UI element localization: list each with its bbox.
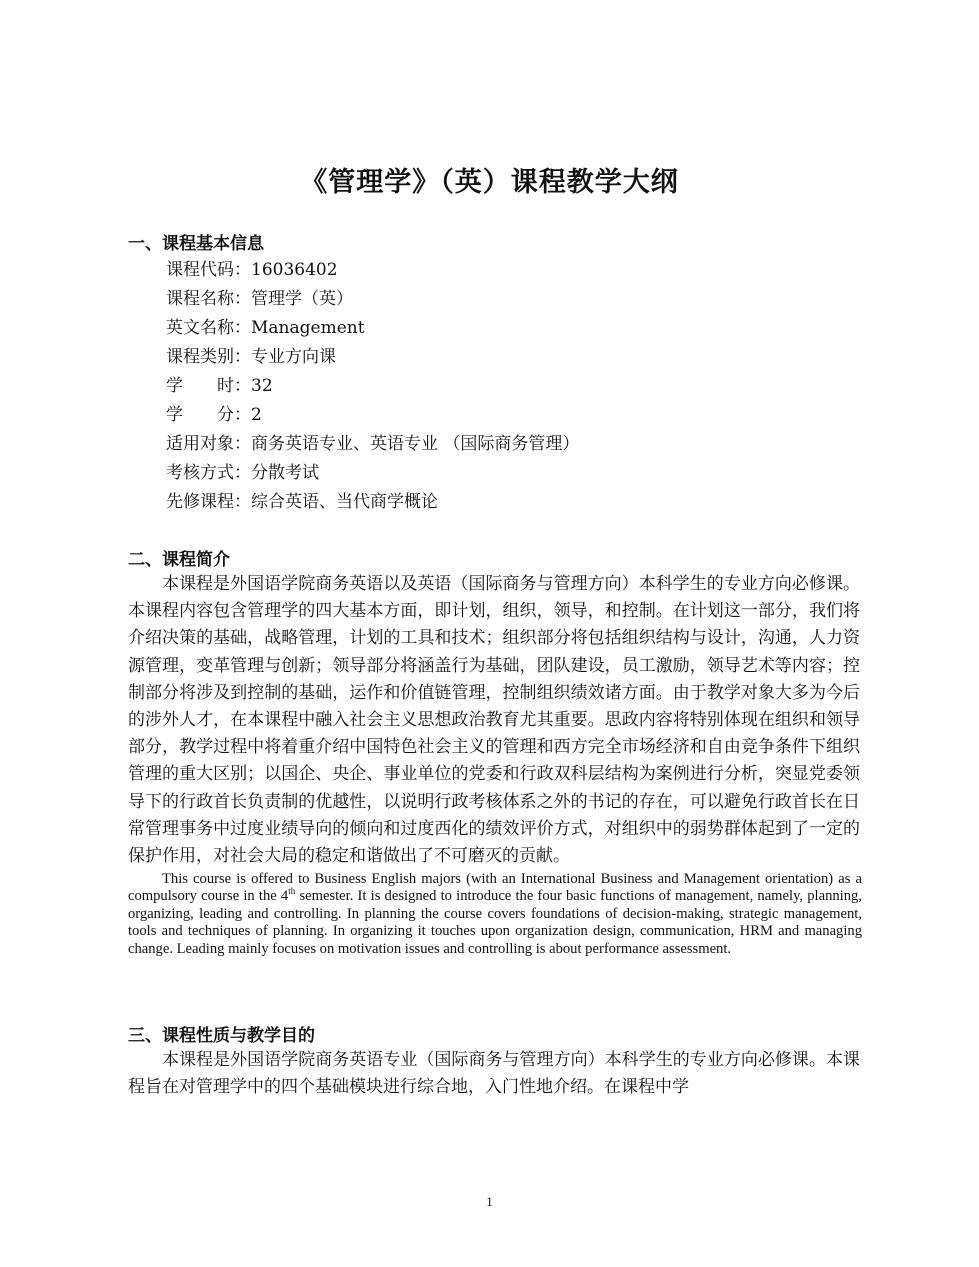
info-item-hours — [166, 372, 579, 401]
section-heading-nature: 三、课程性质与教学目的 — [128, 1026, 315, 1046]
ordinal-suffix: th — [288, 886, 296, 897]
info-label: 课程名称： — [166, 289, 251, 309]
info-value: 2 — [251, 405, 262, 425]
section-heading-intro: 二、课程简介 — [128, 550, 230, 570]
info-value: 16036402 — [251, 260, 338, 280]
section-heading-basic-info: 一、课程基本信息 — [128, 234, 264, 254]
info-item-course-name — [166, 285, 579, 314]
intro-english-text-end: semester. It is designed to introduce the four basic functions of management, namely, planning, organizing, leading and controlling. In planning the course covers foundations of decision-making, strategic management, tools and techniques of planning. In organizing it touches upon organization design, communication, HRM and managing change. Leading mainly focuses on motivation issues and controlling is about performance assessment. — [128, 888, 862, 957]
info-label: 课程类别： — [166, 347, 251, 367]
info-label: 适用对象： — [166, 434, 251, 454]
info-item-credits — [166, 401, 579, 430]
info-value: Management — [251, 318, 365, 338]
intro-paragraph-chinese: 本课程是外国语学院商务英语以及英语（国际商务与管理方向）本科学生的专业方向必修课。本课程内容包含管理学的四大基本方面，即计划，组织，领导，和控制。在计划这一部分，我们将介绍决策的基础，战略管理，计划的工具和技术；组织部分将包括组织结构与设计，沟通，人力资源管理，变革管理与创新；领导部分将涵盖行为基础，团队建设，员工激励，领导艺术等内容；控制部分将涉及到控制的基础，运作和价值链管理，控制组织绩效诸方面。由于教学对象大多为今后的涉外人才，在本课程中融入社会主义思想政治教育尤其重要。思政内容将特别体现在组织和领导部分，教学过程中将着重介绍中国特色社会主义的管理和西方完全市场经济和自由竞争条件下组织管理的重大区别；以国企、央企、事业单位的党委和行政双科层结构为案例进行分析，突显党委领导下的行政首长负责制的优越性，以说明行政考核体系之外的书记的存在，可以避免行政首长在日常管理事务中过度业绩导向的倾向和过度西化的绩效评价方式，对组织中的弱势群体起到了一定的保护作用，对社会大局的稳定和谐做出了不可磨灭的贡献。 — [128, 574, 860, 867]
nature-paragraph-chinese: 本课程是外国语学院商务英语专业（国际商务与管理方向）本科学生的专业方向必修课。本课程旨在对管理学中的四个基础模块进行综合地，入门性地介绍。在课程中学 — [128, 1050, 860, 1098]
info-item-prerequisites — [166, 488, 579, 517]
info-item-target — [166, 430, 579, 459]
info-label: 英文名称： — [166, 318, 251, 338]
info-value: 商务英语专业、英语专业 （国际商务管理） — [251, 434, 580, 454]
info-value: 32 — [251, 376, 273, 396]
info-value: 专业方向课 — [251, 347, 336, 367]
intro-paragraph-english — [128, 871, 862, 958]
info-item-course-type — [166, 343, 579, 372]
info-item-assessment — [166, 459, 579, 488]
info-value: 综合英语、当代商学概论 — [251, 492, 438, 512]
info-value: 管理学（英） — [251, 289, 353, 309]
page-number: 1 — [486, 1194, 493, 1209]
info-label: 学 分： — [166, 405, 251, 425]
basic-info-list — [166, 256, 579, 517]
info-label: 学 时： — [166, 376, 251, 396]
info-item-english-name — [166, 314, 579, 343]
info-label: 考核方式： — [166, 463, 251, 483]
info-value: 分散考试 — [251, 463, 319, 483]
intro-english-text-start: This course is offered to Business English majors (with an International Business and Management orientation) as a compulsory course in the 4 — [128, 871, 862, 905]
document-title: 《管理学》（英）课程教学大纲 — [300, 167, 679, 198]
info-item-course-code — [166, 256, 579, 285]
info-label: 课程代码： — [166, 260, 251, 280]
info-label: 先修课程： — [166, 492, 251, 512]
